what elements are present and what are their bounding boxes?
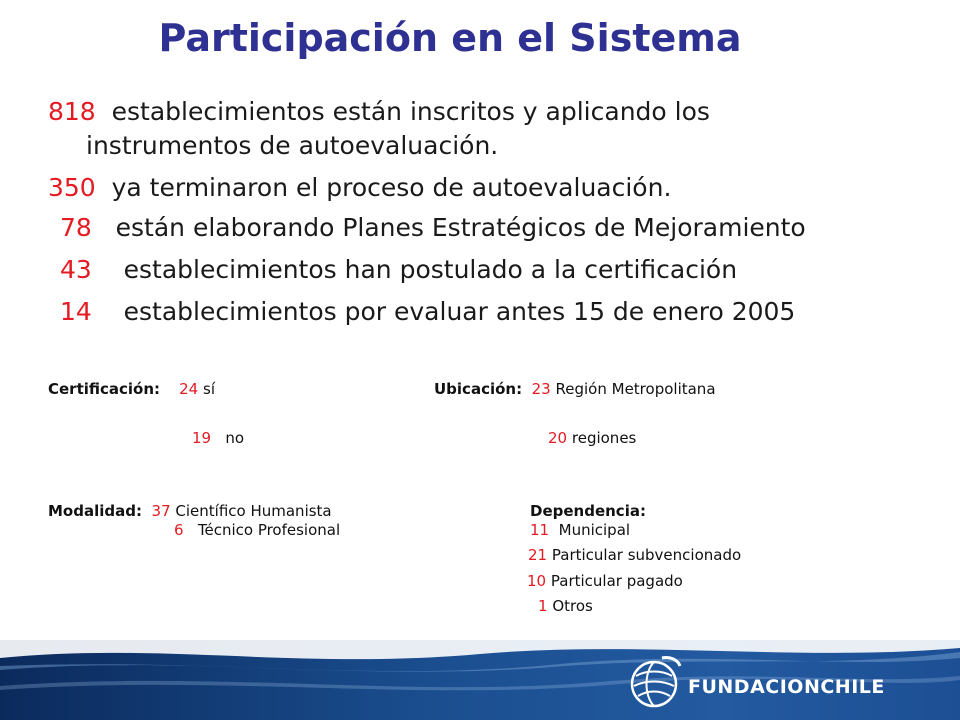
stat-line-5 bbox=[60, 296, 795, 328]
stat-line-4 bbox=[60, 254, 737, 286]
certificacion-text: no bbox=[225, 429, 245, 447]
modalidad-text: Técnico Profesional bbox=[197, 521, 341, 539]
dependencia-row-4 bbox=[538, 597, 593, 615]
stat-line-2 bbox=[48, 172, 671, 204]
dependencia-text: Otros bbox=[552, 597, 593, 615]
certificacion-number: 24 bbox=[179, 380, 199, 398]
stat-number: 14 bbox=[60, 297, 92, 326]
modalidad-text: Científico Humanista bbox=[175, 502, 332, 520]
modalidad-row-1: Modalidad: 37 Científico Humanista bbox=[48, 502, 332, 520]
certificacion-number: 19 bbox=[192, 429, 212, 447]
stat-number: 350 bbox=[48, 173, 96, 202]
dependencia-number: 21 bbox=[528, 546, 548, 564]
page-title: Participación en el Sistema bbox=[158, 16, 742, 60]
dependencia-text: Particular pagado bbox=[550, 572, 683, 590]
dependencia-row-1 bbox=[530, 521, 630, 539]
modalidad-number: 6 bbox=[174, 521, 184, 539]
dependencia-number: 10 bbox=[527, 572, 547, 590]
ubicacion-text: regiones bbox=[571, 429, 637, 447]
stat-text: establecimientos por evaluar antes 15 de enero 2005 bbox=[123, 297, 796, 326]
stat-text: están elaborando Planes Estratégicos de Mejoramiento bbox=[115, 213, 806, 242]
modalidad-label: Modalidad bbox=[48, 502, 136, 520]
dependencia-number: 11 bbox=[530, 521, 550, 539]
stat-line-1 bbox=[48, 96, 710, 128]
certificacion-label: Certificación bbox=[48, 380, 155, 398]
certificacion-row-1: Certificación: 24 sí bbox=[48, 380, 215, 398]
certificacion-text: sí bbox=[203, 380, 215, 398]
ubicacion-row-2 bbox=[548, 429, 636, 447]
certificacion-row-2 bbox=[192, 429, 244, 447]
stat-number: 818 bbox=[48, 97, 96, 126]
ubicacion-number: 23 bbox=[531, 380, 551, 398]
stat-number: 43 bbox=[60, 255, 92, 284]
dependencia-number: 1 bbox=[538, 597, 548, 615]
ubicacion-row-1: Ubicación: 23 Región Metropolitana bbox=[434, 380, 716, 398]
ubicacion-text: Región Metropolitana bbox=[555, 380, 716, 398]
dependencia-row-2 bbox=[528, 546, 741, 564]
modalidad-row-2 bbox=[174, 521, 340, 539]
dependencia-label: Dependencia: bbox=[530, 502, 646, 520]
dependencia-text: Particular subvencionado bbox=[551, 546, 742, 564]
stat-text: ya terminaron el proceso de autoevaluación. bbox=[111, 173, 672, 202]
stat-line-1-continued: instrumentos de autoevaluación. bbox=[86, 131, 499, 160]
stat-text: establecimientos han postulado a la certificación bbox=[123, 255, 738, 284]
stat-text: establecimientos están inscritos y aplicando los bbox=[111, 97, 710, 126]
fundacionchile-logo-text: FUNDACIONCHILE bbox=[688, 676, 885, 698]
stat-number: 78 bbox=[60, 213, 92, 242]
dependencia-row-3 bbox=[527, 572, 683, 590]
ubicacion-label: Ubicación bbox=[434, 380, 517, 398]
ubicacion-number: 20 bbox=[548, 429, 568, 447]
modalidad-number: 37 bbox=[151, 502, 171, 520]
globe-swirl-icon bbox=[624, 652, 684, 712]
dependencia-text: Municipal bbox=[558, 521, 631, 539]
stat-line-3 bbox=[60, 212, 806, 244]
